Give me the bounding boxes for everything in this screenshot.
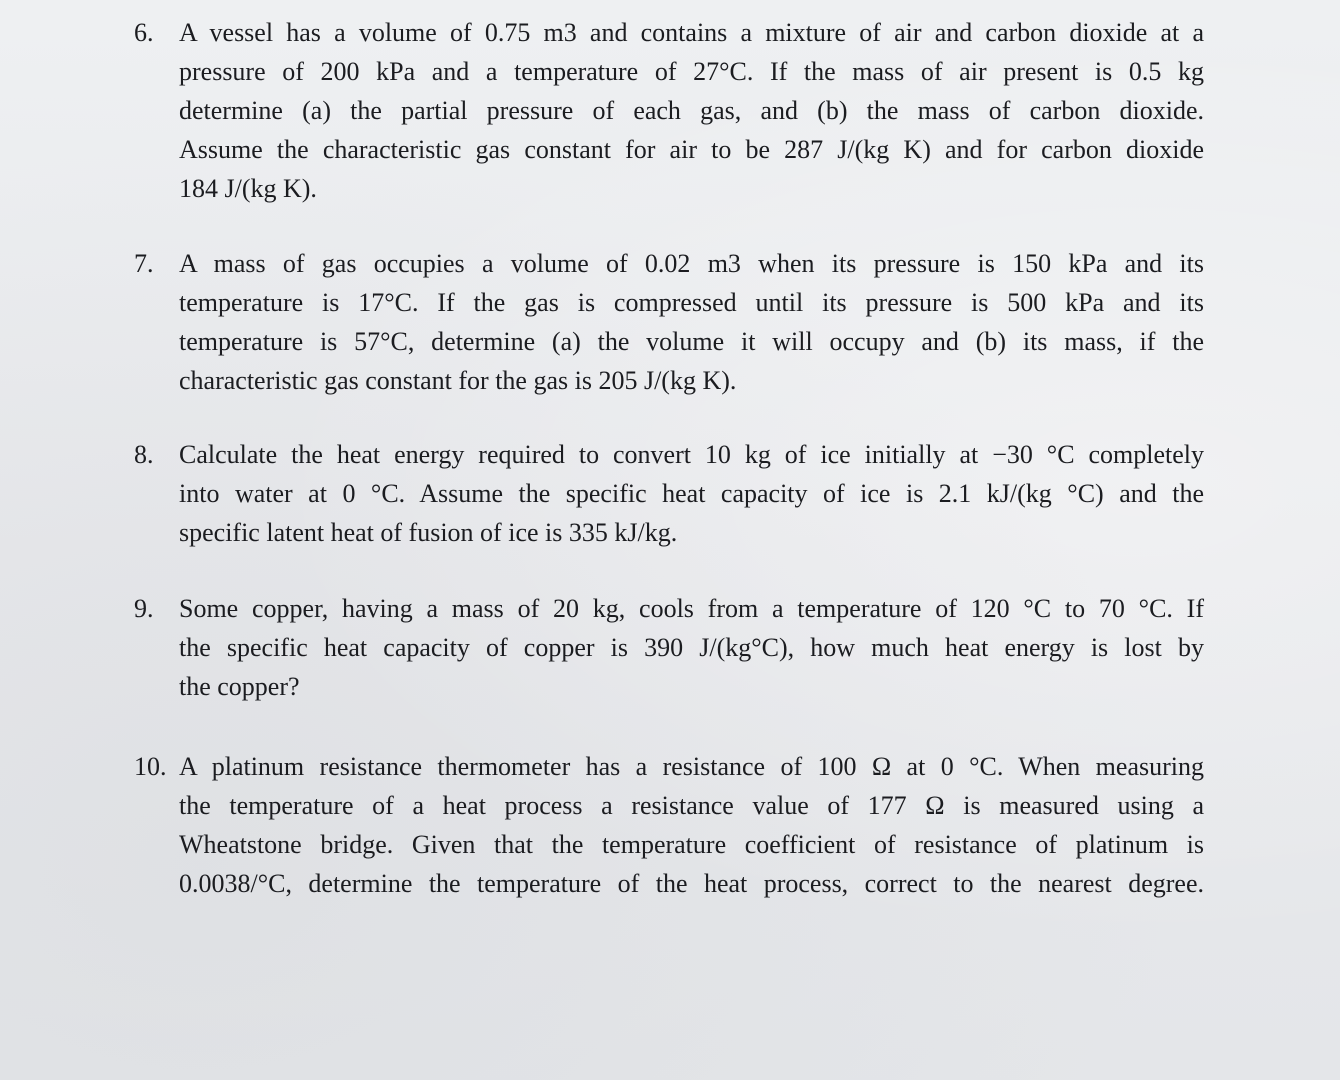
problem-text-line: Assume the characteristic gas constant for air to be 287 J/(kg K) and for carbon dioxide: [179, 135, 1204, 164]
problem-number: 7.: [134, 249, 154, 278]
problem-text-line: Some copper, having a mass of 20 kg, cools from a temperature of 120 °C to 70 °C. If: [179, 594, 1204, 623]
problem-text-line: the copper?: [179, 672, 300, 701]
problem-text-line: characteristic gas constant for the gas is 205 J/(kg K).: [179, 366, 737, 395]
problem-text-line: A mass of gas occupies a volume of 0.02 m3 when its pressure is 150 kPa and its: [179, 249, 1204, 278]
problem-text-line: temperature is 17°C. If the gas is compressed until its pressure is 500 kPa and its: [179, 288, 1204, 317]
problem-text-line: the specific heat capacity of copper is 390 J/(kg°C), how much heat energy is lost by: [179, 633, 1204, 662]
problem-number: 6.: [134, 18, 154, 47]
problem-text-line: specific latent heat of fusion of ice is 335 kJ/kg.: [179, 518, 678, 547]
problem-text-line: Wheatstone bridge. Given that the temperature coefficient of resistance of platinum is: [179, 830, 1204, 859]
problem-text-line: 0.0038/°C, determine the temperature of the heat process, correct to the nearest degree.: [179, 869, 1204, 898]
problem-text-line: the temperature of a heat process a resistance value of 177 Ω is measured using a: [179, 791, 1204, 820]
problem-number: 9.: [134, 594, 154, 623]
problem-text-line: A platinum resistance thermometer has a resistance of 100 Ω at 0 °C. When measuring: [179, 752, 1204, 781]
problem-text-line: into water at 0 °C. Assume the specific heat capacity of ice is 2.1 kJ/(kg °C) and the: [179, 479, 1204, 508]
problem-text-line: 184 J/(kg K).: [179, 174, 317, 203]
problem-number: 8.: [134, 440, 154, 469]
problem-number: 10.: [134, 752, 167, 781]
problem-text-line: temperature is 57°C, determine (a) the volume it will occupy and (b) its mass, if the: [179, 327, 1204, 356]
problem-text-line: determine (a) the partial pressure of each gas, and (b) the mass of carbon dioxide.: [179, 96, 1204, 125]
problem-text-line: Calculate the heat energy required to convert 10 kg of ice initially at −30 °C completely: [179, 440, 1204, 469]
problem-text-line: A vessel has a volume of 0.75 m3 and contains a mixture of air and carbon dioxide at a: [179, 18, 1204, 47]
problem-text-line: pressure of 200 kPa and a temperature of 27°C. If the mass of air present is 0.5 kg: [179, 57, 1204, 86]
